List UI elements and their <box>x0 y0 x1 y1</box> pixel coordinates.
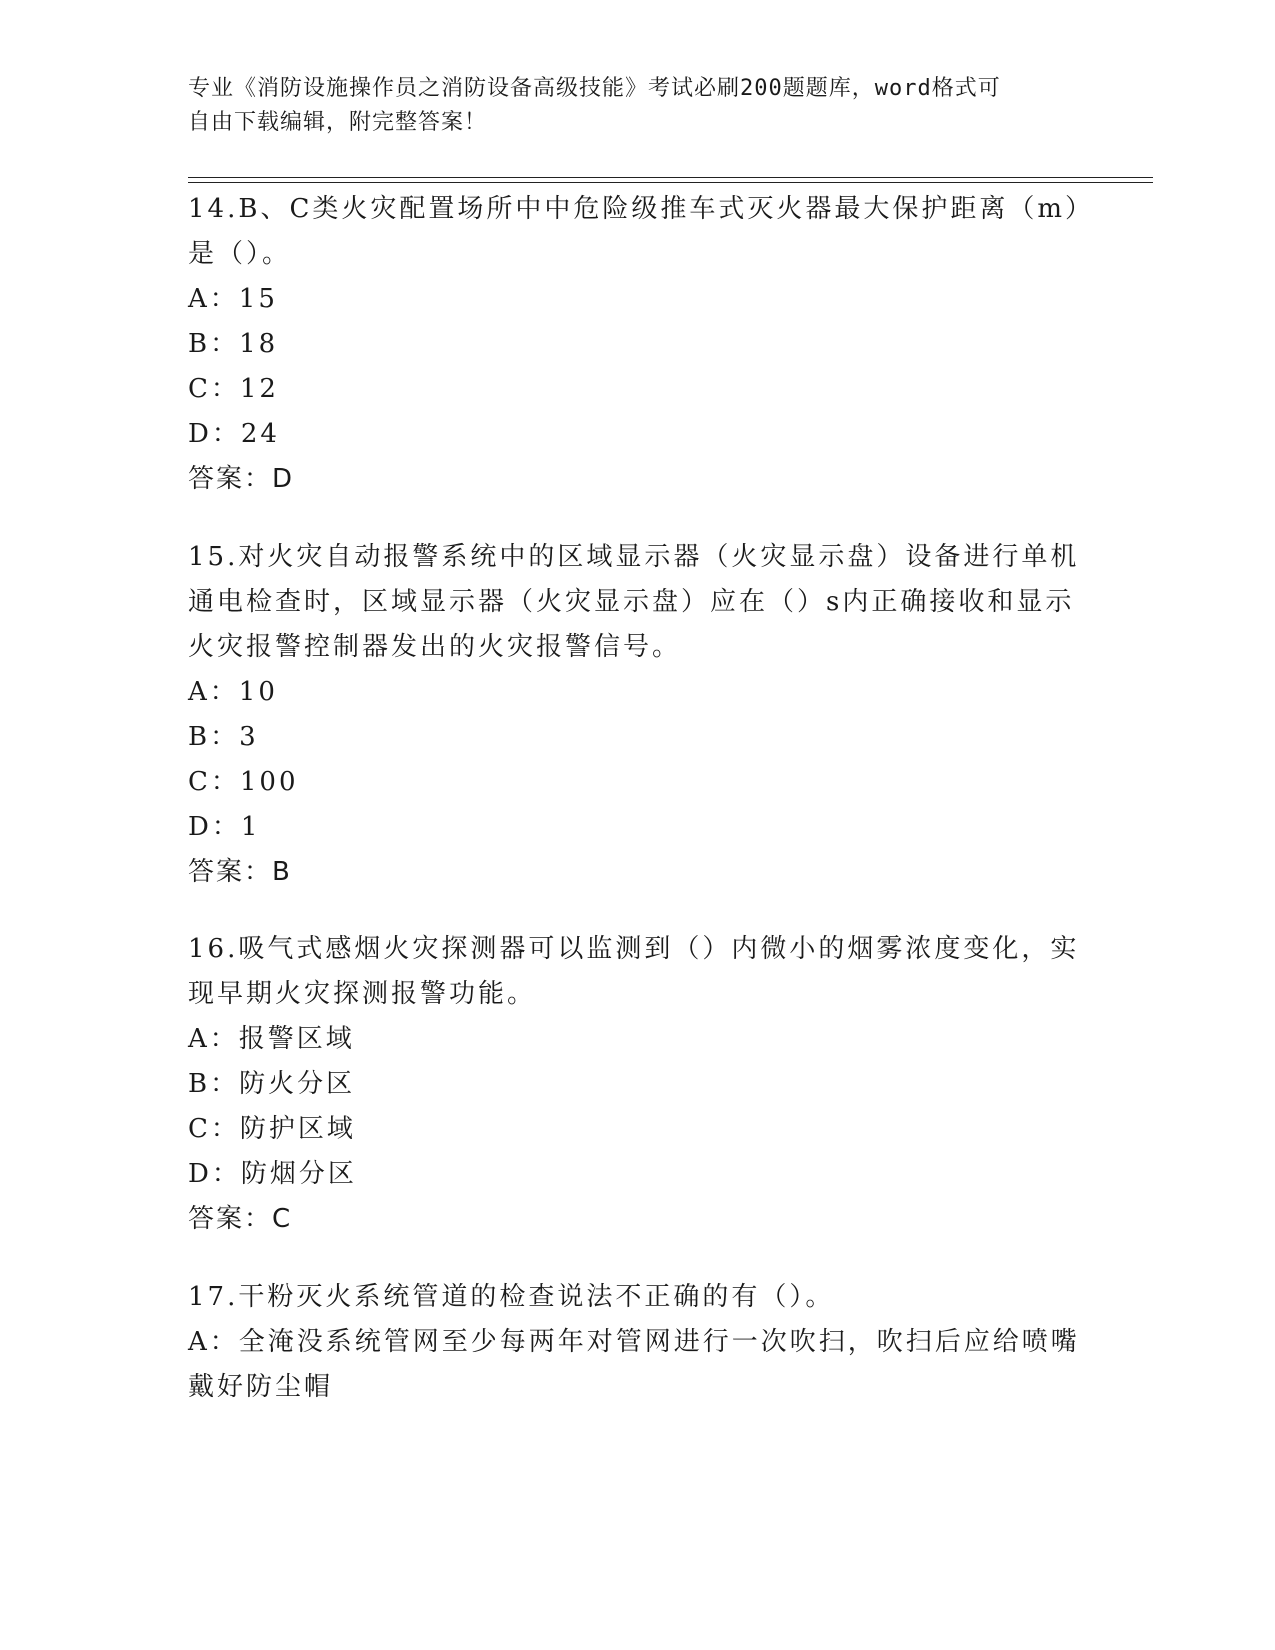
answer: 答案：B <box>188 857 292 887</box>
stem-line: 是（）。 <box>188 239 292 269</box>
header-line-2: 自由下载编辑，附完整答案！ <box>188 110 488 135</box>
document-header <box>188 72 1088 140</box>
stem-line: 14.B、C类火灾配置场所中中危险级推车式灭火器最大保护距离（m） <box>188 194 1095 224</box>
question-14 <box>188 187 1108 502</box>
option-d: D：防烟分区 <box>188 1159 357 1189</box>
question-stem <box>188 535 1108 670</box>
question-16 <box>188 927 1108 1242</box>
option-b: B：18 <box>188 329 279 359</box>
option-line: 戴好防尘帽 <box>188 1372 334 1402</box>
question-17 <box>188 1275 1108 1410</box>
option-a: A：报警区域 <box>188 1024 355 1054</box>
option-a: A：15 <box>188 284 278 314</box>
question-stem <box>188 187 1108 277</box>
option-c: C：100 <box>188 767 299 797</box>
stem-line: 现早期火灾探测报警功能。 <box>188 979 537 1009</box>
stem-line: 16.吸气式感烟火灾探测器可以监测到（）内微小的烟雾浓度变化，实 <box>188 934 1080 964</box>
option-line: A：全淹没系统管网至少每两年对管网进行一次吹扫，吹扫后应给喷嘴 <box>188 1327 1080 1357</box>
header-line-1: 专业《消防设施操作员之消防设备高级技能》考试必刷200题题库，word格式可 <box>188 76 1001 101</box>
stem-line: 15.对火灾自动报警系统中的区域显示器（火灾显示盘）设备进行单机 <box>188 542 1080 572</box>
option-b: B：3 <box>188 722 259 752</box>
stem-line: 通电检查时，区域显示器（火灾显示盘）应在（）s内正确接收和显示 <box>188 587 1075 617</box>
header-divider-bottom <box>188 182 1153 183</box>
header-divider-top <box>188 177 1153 178</box>
option-c: C：防护区域 <box>188 1114 356 1144</box>
option-a <box>188 1320 1108 1410</box>
option-b: B：防火分区 <box>188 1069 356 1099</box>
option-d: D：1 <box>188 812 261 842</box>
answer: 答案：D <box>188 464 295 494</box>
stem-line: 17.干粉灭火系统管道的检查说法不正确的有（）。 <box>188 1282 835 1312</box>
option-a: A：10 <box>188 677 278 707</box>
question-stem <box>188 1275 1108 1320</box>
question-15 <box>188 535 1108 895</box>
question-stem <box>188 927 1108 1017</box>
option-d: D：24 <box>188 419 280 449</box>
answer: 答案：C <box>188 1204 293 1234</box>
stem-line: 火灾报警控制器发出的火灾报警信号。 <box>188 632 682 662</box>
option-c: C：12 <box>188 374 279 404</box>
